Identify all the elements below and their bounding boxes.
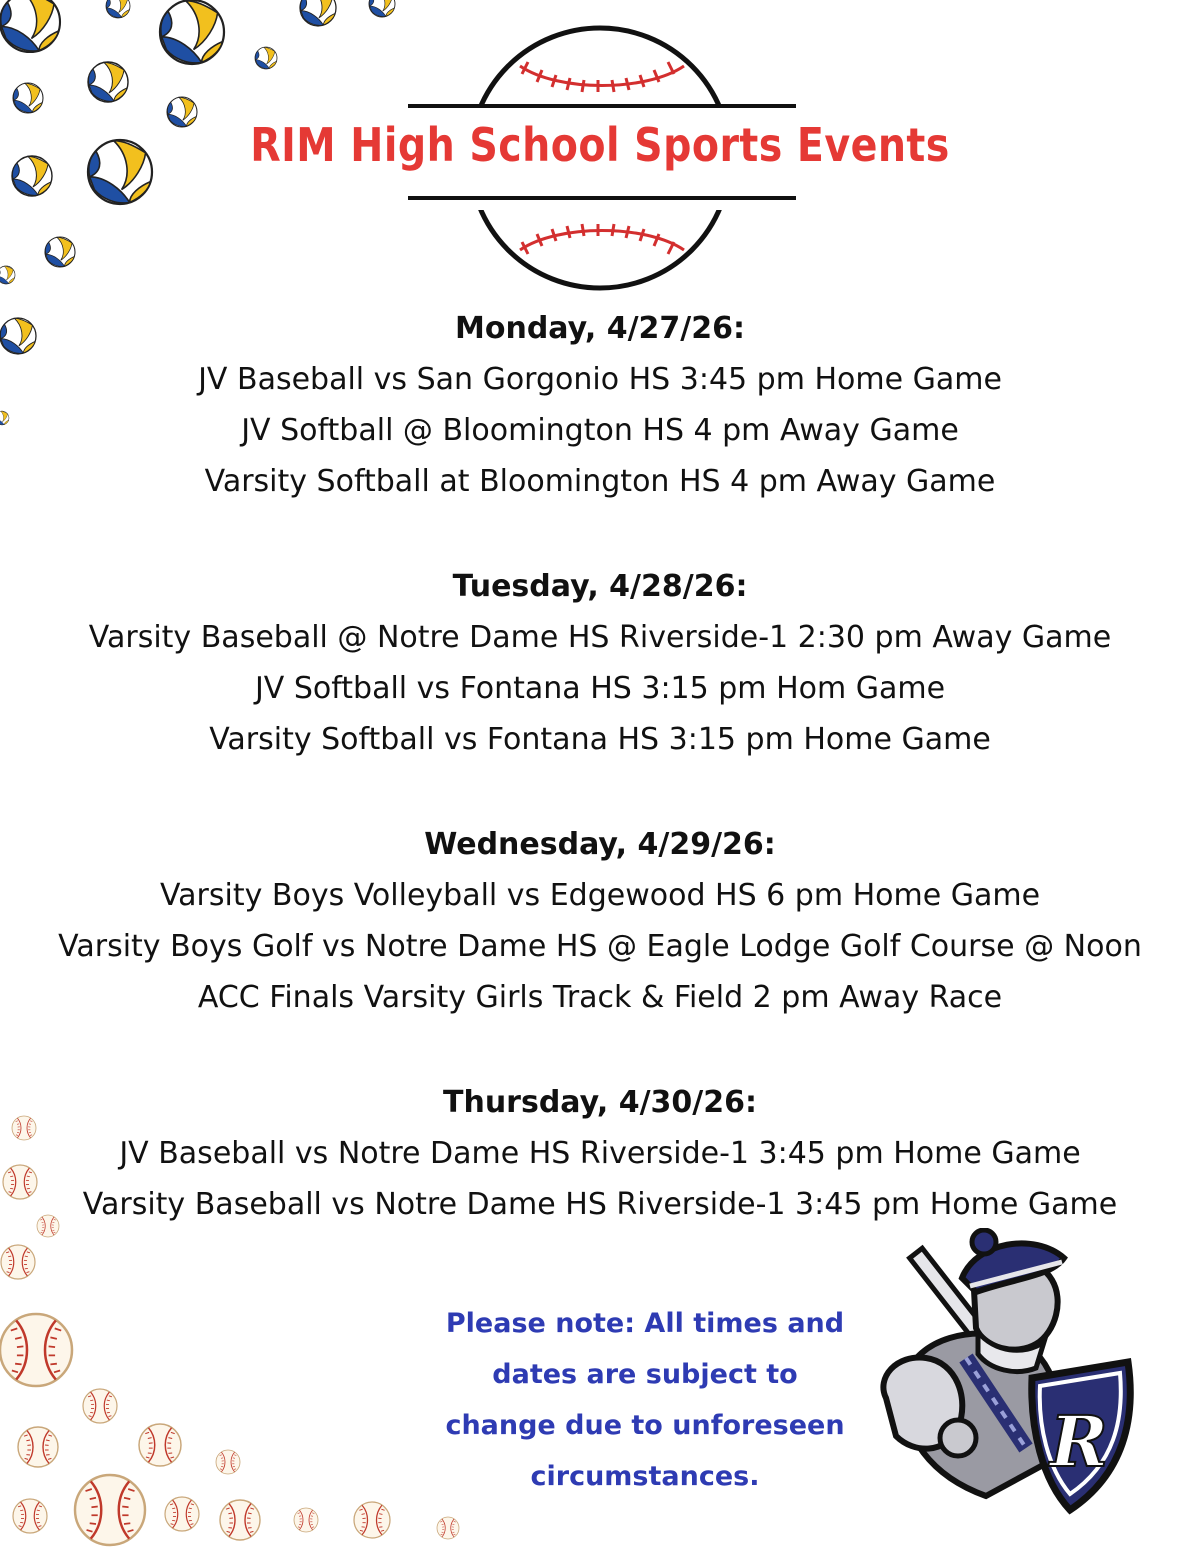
volleyball-icon [255,47,277,69]
volleyball-icon [0,266,15,284]
volleyball-icon [45,237,75,267]
note-line: change due to unforeseen [445,1410,845,1441]
note-line: circumstances. [530,1461,760,1492]
volleyball-icon [12,156,52,196]
baseball-icon [220,1500,260,1540]
event-line: Varsity Boys Golf vs Notre Dame HS @ Eagle Lodge Golf Course @ Noon [58,929,1142,964]
event-line: Varsity Boys Volleyball vs Edgewood HS 6 pm Home Game [159,878,1041,913]
baseball-icon [18,1427,58,1467]
event-line: JV Softball @ Bloomington HS 4 pm Away Game [241,413,959,448]
volleyball-icon [106,0,130,18]
mascot-knight-icon [866,1228,1156,1538]
note-line: dates are subject to [492,1359,798,1390]
day-block [0,1077,1200,1230]
page-title: RIM High School Sports Events [250,118,950,172]
volleyball-icon [88,62,128,102]
baseball-icon [13,1499,47,1533]
event-line: ACC Finals Varsity Girls Track & Field 2 pm Away Race [197,980,1003,1015]
note-line: Please note: All times and [445,1308,845,1339]
event-line: JV Baseball vs San Gorgonio HS 3:45 pm Home Game [198,362,1002,397]
baseball-icon [216,1450,240,1474]
baseball-icon [83,1389,117,1423]
volleyball-icon [369,0,395,17]
event-line: Varsity Baseball @ Notre Dame HS Riverside-1 2:30 pm Away Game [88,620,1112,655]
day-heading: Wednesday, 4/29/26: [424,827,776,862]
baseball-icon [294,1508,318,1532]
baseball-icon [437,1517,459,1539]
day-heading: Tuesday, 4/28/26: [452,569,748,604]
volleyball-icon [160,0,224,64]
day-block [0,303,1200,507]
baseball-icon [0,1314,72,1386]
event-line: Varsity Baseball vs Notre Dame HS Riverside-1 3:45 pm Home Game [82,1187,1118,1222]
baseball-icon [75,1475,145,1545]
baseball-icon [354,1502,390,1538]
day-heading: Thursday, 4/30/26: [443,1085,757,1120]
volleyball-icon [13,83,43,113]
event-line: Varsity Softball vs Fontana HS 3:15 pm Home Game [209,722,991,757]
disclaimer-note [440,1298,850,1502]
baseball-icon [139,1424,181,1466]
day-heading: Monday, 4/27/26: [455,311,745,346]
event-line: Varsity Softball at Bloomington HS 4 pm Away Game [204,464,996,499]
event-line: JV Baseball vs Notre Dame HS Riverside-1 3:45 pm Home Game [119,1136,1081,1171]
volleyball-icon [300,0,336,26]
event-schedule [0,303,1200,1284]
shield-letter: R [1049,1400,1109,1483]
day-block [0,561,1200,765]
event-line: JV Softball vs Fontana HS 3:15 pm Hom Game [254,671,946,706]
day-block [0,819,1200,1023]
volleyball-icon [0,0,60,52]
baseball-icon [165,1497,199,1531]
